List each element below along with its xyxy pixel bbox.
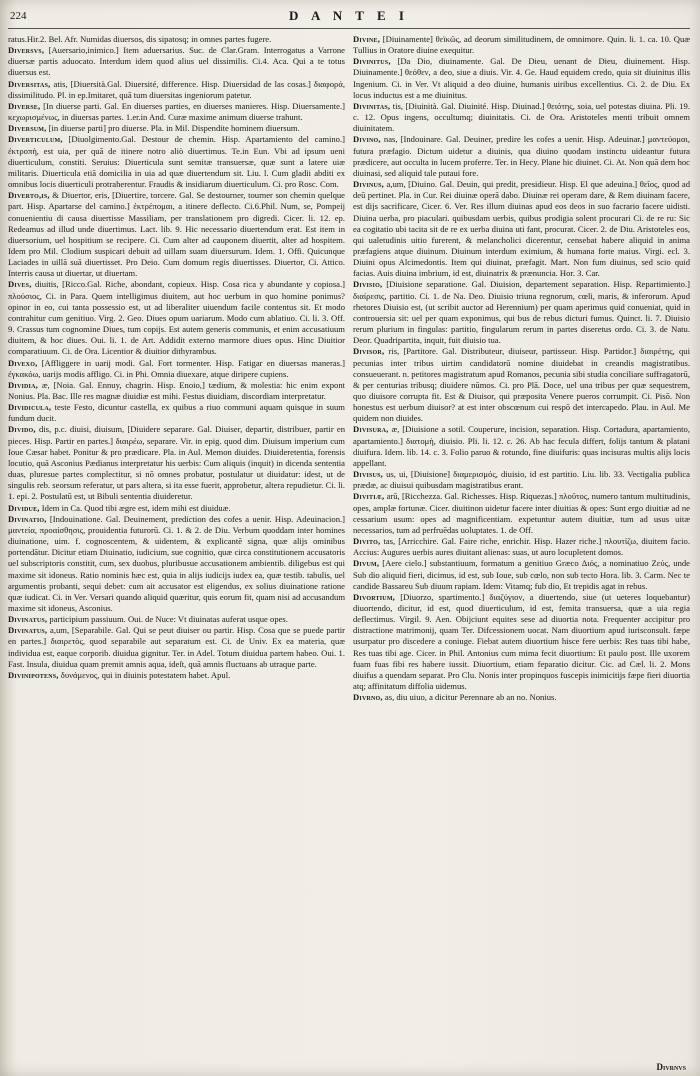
dictionary-entry: [353, 34, 690, 56]
entry-text: nas, [Indouinare. Gal. Deuiner, predire les cofes a uenir. Hisp. Adeuinar.] μαντεύομαι, futura præfagio. Dictum uidetur a diuinis, qua diuino quodam instinctu uideantur futura prædicere, aut occulta in lucem proferre. Ter. in Hecy. Plane hic diuinet. Ci. At. Non quā dem hoc diuinasi, sed aliquid tale putaui fore.: [353, 134, 690, 178]
dictionary-entry: [8, 380, 345, 402]
dictionary-entry: [353, 56, 690, 101]
entry-text: arū, [Ricchezza. Gal. Richesses. Hisp. Riquezas.] πλοῦτος, numero tantum multitudinis, opes, amplæ fortunæ. Cicer. diuitinon uidetur facere inter diuitias & opes: Sunt ergo diuitiæ ad ne cessarium usum: opes ad magnificentiam. expetuntur autem diuitiæ, tum ad usus uitæ necessarios, tum ad perfruēdas uoluptates. 1. de Off.: [353, 491, 690, 535]
entry-text: [Affliggere in uarij modi. Gal. Fort tormenter. Hisp. Fatigar en diuersas maneras.] ἐγκακόω, uarijs modis affligo. Ci. in Phi. Omnia diuexare, atque diripere cupiens.: [8, 357, 345, 379]
entry-headword: Diverticulum,: [8, 134, 63, 145]
entry-text: ratus.Hir.2. Bel. Afr. Numidas diuersos, dis sipatosq; in omnes partes fugere.: [8, 34, 272, 44]
entry-text: Idem in Ca. Quod tibi ægre est, idem mihi est diuiduæ.: [41, 502, 231, 513]
entry-headword: Divine,: [353, 34, 381, 44]
entry-text: tas, [Arricchire. Gal. Faire riche, enrichir. Hisp. Hazer riche.] πλουτίζω, diuitem facio. Accius: Augures uerbis aures diuitant alienas: suas, ut auro locupletent domos.: [353, 536, 690, 558]
entry-headword: Diversvs,: [8, 45, 45, 56]
entry-text: æ, [Diuisione a sotil. Couperure, incision, separation. Hisp. Cortadura, apartamiento, apartamiento.] διατομή, diuisio. Pli. li. 12. c. 26. Ab hac fecula differt, folijs tantum & platani diuifura. Idem. lib. 14. c. 3. Folio paruo & rotundo, fine diuifuris: quas incisuras multis alijs locis appellant.: [353, 424, 690, 468]
entry-headword: Diverse,: [8, 100, 41, 111]
entry-text: as, diu uiuo, a dicitur Perennare ab an no. Nonius.: [384, 692, 557, 703]
dictionary-entry: [353, 346, 690, 424]
dictionary-entry: [353, 491, 690, 536]
entry-headword: Divinipotens,: [8, 669, 59, 680]
entry-headword: Divrno,: [353, 692, 383, 703]
entry-text: δυνάμενος, qui in diuinis potestatem habet. Apul.: [60, 669, 231, 680]
entry-headword: Divinitus,: [353, 56, 391, 67]
entry-text: [Diuolgimento.Gal. Destour de chemin. Hisp. Apartamiento del camino.] ἐκτροπὴ, est uia, per quā de itinere notro aliò diuertimus. Te.in Eun. Vbi ad ipsum ueni diuerticulum, constiti. Seruius: Diuerticula sunt semitæ transuersæ, quæ sunt a latere uiæ militaris. Diuerticula etiā domicilia in uia ad quæ diuertendum sit. Liu. l. Cum gladii abditi ex omnibus locis diuerticuli protraherentur. Fraudis & insidiarum diuerticulum. Ci. pro Rosc. Com.: [8, 134, 345, 190]
entry-headword: Divexo,: [8, 357, 38, 368]
entry-headword: Dividia,: [8, 379, 38, 390]
dictionary-entry: [8, 402, 345, 424]
dictionary-entry: [353, 692, 690, 703]
entry-headword: Dividue,: [8, 502, 40, 513]
catchword: Divrnvs: [656, 1062, 686, 1072]
dictionary-entry: [8, 614, 345, 625]
page-number: 224: [10, 10, 27, 22]
entry-text: [In diuerse parti. Gal. En diuerses parties, en diuerses manieres. Hisp. Diuersamente.] κεχωρισμένως, in diuersas partes. 1.er.in And. Curæ maxime animum diuerse trahunt.: [8, 100, 345, 123]
entry-text: [Auersario,inimico.] Item aduersarius. Suc. de Clar.Gram. Interrogatus a Varrone diuersæ partis aduocato. Interdum idem quod alius uel dissimilis. Ci.4. Aca. Qui a te totus diuersus est.: [8, 45, 345, 78]
entry-text: æ, [Noia. Gal. Ennuy, chagrin. Hisp. Enoio,] tædium, & molestia: hic enim expont Nonius. Pla. Bac. Ille res magnæ diuidiæ est mihi. Festus diuidiam, discordiam interpretatur.: [8, 379, 345, 401]
entry-headword: Diverto,is,: [8, 190, 50, 201]
entry-headword: Divinitas,: [353, 100, 391, 111]
entry-headword: Divisio,: [353, 279, 383, 290]
entry-headword: Dividicula,: [8, 402, 52, 413]
entry-headword: Divido,: [8, 424, 36, 435]
dictionary-entry: [8, 514, 345, 614]
two-column-body: [8, 34, 690, 703]
dictionary-entry: [8, 101, 345, 123]
entry-text: [in diuerse parti] pro diuerse. Pla. in Mil. Dispendite hominem diuersum.: [48, 123, 300, 134]
entry-headword: Divisor,: [353, 346, 385, 357]
entry-text: [Aere cielo.] substantiuum, formatum a genitiuo Græco Διός, a nominatiuo Ζεύς, unde Sub dio aliquid fieri, dicimus, id est, sub Ioue, sub cœlo, non sub tecto Hora. lib. 3. Carm. Nec te candide Bassareu Sub diuum rapiam. Idem: Vitamq; fub dio, Et trepidis agat in rebus.: [353, 558, 690, 591]
entry-text: & Diuertor, eris, [Diuertire, torcere. Gal. Se destourner, tourner son chemin quelque part. Hisp. Apartarse del camino.] ἐκτρέπομαι, a itinere deflecto. Ci.6.Phil. Num, se, Pompeij conuenientiu di causa diuertisse Massiliam, per translationem pro digredi. Cicer. li. 12. ep. Redeamus ad illud unde diuertimus. Lact. lib. 9. Hic necessario diuertendum erat. Est item in diuersorium, uel hospitium se recipere. Ci. Cum alter ad cauponem diuertit, alter ad hospitem. Idem pro Mil. Clodium suspicari debuit ad uillam suam diuersurum. Idem. 1. Offi. Quicunque Laciades in uillā suā diuertisset. Pro Deio. Cum domum regis diuertisses. Diuertor, Ci. Attico. Interris causa ut diuertar, ut diuertam.: [8, 190, 345, 279]
dictionary-entry: [8, 625, 345, 670]
entry-text: a,um, [Separabile. Gal. Qui se peut diuiser ou partir. Hisp. Cosa que se puede partir en partes.] διαιρετὸς, quod separabile aut separatum est. Ci. de Univ. Ex ea materia, quæ individua est, eaque corporib. diuidua gignitur. Ter. in Adel. Totum diuidua partem habeo. Oui. 1. Fast. Insula, diuidua quam premit amnis aqua, ideſt, quā amnis fluctuans ab utraque parte.: [8, 625, 345, 669]
dictionary-entry: [8, 79, 345, 101]
entry-text: us, ui, [Diuisione] διαμερισμός, diuisio, id est partitio. Liu. lib. 33. Vectigalia publica prædæ, ac diuisui quibusdam magistratibus erant.: [353, 469, 690, 491]
dictionary-entry: [8, 34, 345, 45]
entry-text: tis, [Diuinità. Gal. Diuinité. Hisp. Diuinad.] θειότης, soia, uel potestas diuina. Pli. 19. c. 12. Opus ingens, occultumq; diuinitatis. Ci. de Ora. Aristoteles menti tribuit omnem diuinitatem.: [353, 100, 690, 134]
dictionary-entry: [353, 536, 690, 558]
dictionary-entry: [353, 558, 690, 591]
dictionary-entry: [353, 101, 690, 134]
dictionary-entry: [8, 45, 345, 78]
dictionary-entry: [8, 424, 345, 502]
dictionary-entry: [353, 424, 690, 469]
entry-headword: Divitiæ,: [353, 491, 385, 502]
entry-headword: Diversum,: [8, 123, 47, 134]
dictionary-entry: [353, 134, 690, 179]
entry-headword: Divisura,: [353, 424, 389, 435]
right-column: [353, 34, 690, 703]
entry-headword: Divortium,: [353, 591, 396, 602]
entry-text: [Da Dio, diuinamente. Gal. De Dieu, uenant de Dieu, diuinement. Hisp. Diuinamente.] θεόθεν, a deo, siue a diuis. Vir. 4. Ge. Haud equidem credo, quia sit diuinitus illis Ingenium. Ci. in Ver. Vt aliquid a deo diuine, humanis uiribus excellentius. Ci. 2. de Diu. Ex locus inductus est a me diuinitus.: [353, 56, 690, 100]
dictionary-entry: [8, 358, 345, 380]
entry-headword: Divino,: [353, 134, 381, 145]
dictionary-entry: [353, 592, 690, 692]
dictionary-entry: [8, 279, 345, 357]
dictionary-entry: [8, 134, 345, 190]
entry-headword: Divum,: [353, 558, 380, 569]
entry-headword: Diversitas,: [8, 78, 51, 89]
entry-headword: Divisus,: [353, 469, 383, 480]
dictionary-entry: [8, 503, 345, 514]
left-column: [8, 34, 345, 703]
page-header: [8, 6, 690, 29]
entry-text: teste Festo, dicuntur castella, ex quibus a riuo communi aquam quisque in suum fundum ducit.: [8, 402, 345, 424]
entry-text: [Indouinatione. Gal. Deuinement, prediction des cofes a uenir. Hisp. Adeuinacion.] μαντεία, προαίσθησις, prouidentia futurorū. Ci. 1. & 2. de Diu. Verbum quoddam inter homines diuinatione, uim. f. cognoscentem, & uidentem, & explicantē signa, quæ alijs ominibus portendātur. Dicitur etiam Diuinatio, iudicium, sue cognitio, quæ circa constitutionem accusatoris uel subscriptoris constitit, cum, sex duobus, pluribusue accusationem ambientib. diligebus est qui maxime sit idoneus. Ratio nominis hæc est, quia in alijs iudicijs iudex ea, quæ testib. tabulis, uel argumentis probanti, sequi debet: cum ait accusator est eligendus, ex solius diuinatione ratione quæ iudicat. Ci. in Ver. Versari quando aliquid quæritur, quis eorum fit, quam nisi ad accusandum maxime sit idoneus, Asconius.: [8, 513, 345, 613]
dictionary-entry: [8, 123, 345, 134]
entry-headword: Divinatus,: [8, 614, 48, 625]
entry-headword: Divito,: [353, 536, 381, 547]
dictionary-entry: [8, 190, 345, 279]
entry-headword: Divinatus,: [8, 625, 48, 636]
entry-text: [Diuinamente] θεϊκῶς, ad deorum similitudinem, de omnimore. Quin. li. 1. ca. 10. Quæ Tullius in Oratore diuine exequitur.: [353, 34, 690, 56]
entry-text: diuitis, [Ricco.Gal. Riche, abondant, copieux. Hisp. Cosa rica y abundante y copiosa.] πλούσιος, Ci. in Para. Quem intelligimus diuitem, aut hoc uerbum in quo homine ponimus? opinor in eo, cui tanta possessio est, ut ad liberaliter uiuendum facile contentus sit. Et modo contrahitur cum genitiuo. Virg. 2. Geo. Diues opum uariarum. Modo cum ablatiuo. Ci. li. 3. Off. 9. Crassus tum cognomine Diues, tum copijs. Est autem generis communis, et enim accusatiuum diuitem, & hoc diues. Oui. li. 1. de Art. Addidit externo marmore diues opus. Hinc Diuitior comparatiuum. Ci. de Ora. Licentior & diuitior dithyrambus.: [8, 279, 345, 357]
entry-text: participium passiuum. Oui. de Nuce: Vt diuinatas auferat usque opes.: [49, 614, 288, 625]
running-title: D A N T E I: [289, 8, 409, 23]
dictionary-entry: [353, 279, 690, 346]
entry-text: a,um, [Diuino. Gal. Deuin, qui predit, presidieur. Hisp. El que adeuina.] θεῖος, quod ad deū pertinet. Pla. in Cur. Rei diuinæ operā dabo. Diuinæ rei operam dare, & Rem diuinam facere, est dijs sacrificare, Cicer. 6. Ver. Res illum diuinas apud eos deos in suo facrario facere uidisti. Diuina uerba, pro piaculari. quibusdam uerbis, quibus prodigia solent procurari Ci. de re ru: Sic ea cogitatio ubi tacita sit de re ex uerba diuina uti fant, procurat. Cicer. 2. de Diu. Aristoteles eos, qui ualetudinis uitio furerent, & melancholici dicerentur, censebat habere aliquid in anima præfagiens atque diuinum. Diuinum interdum eximium, & humana forte maius. Virgi. ecl. 3. Diuini opus Alcimedontis. Item qui diuinat, præfagit. Mart. Non fum diuinus, sed scio quid facias. Auis diuina imbrium, id est, diuinatrix & prænuncia. Hor. 3. Car.: [353, 179, 690, 279]
dictionary-entry: [8, 670, 345, 681]
entry-headword: Dives,: [8, 279, 32, 290]
entry-text: ris, [Partitore. Gal. Distributeur, diuiseur, partisseur. Hisp. Partidor.] διαιρέτης, qui pecunias inter tribus uirtim candidatorū nomine diuidebat in creandis magistratibus. consueuerant. n. petitores magistratum apud Romanos, pecunia sibi studia conciliare suffragatorū, & per centurias tribusq; diuidere nūmos. Ci. pro Plā. Doce, uel una tribus per quæ sequestrem, quo diuisore corrupta fit. Est & Diuisor, qui præposita Venere pueros corrumpit. Ci. Pisō. Non honestus est uerbum diuisor? at est inter obscœnum cui respō det intercapedo. Plau. in Aul. Me quidem non diuides.: [353, 346, 690, 424]
entry-text: atis, [Diuersità.Gal. Diuersité, difference. Hisp. Diuersidad de las cosas.] διαφορά, dissimilitudo. Pl. in ep.Imitaret, quā tum diuersitas ingeniorum patetur.: [8, 78, 345, 100]
entry-headword: Divinatio,: [8, 513, 47, 524]
dictionary-entry: [353, 179, 690, 279]
entry-text: dis, p.c. diuisi, diuisum, [Diuidere separare. Gal. Diuiser, departir, distribuer, partir en pieces. Hisp. Partir en partes.] διαιρέω, separare. Vir. in epig. quod dim. Diuisum imperium cum Ioue Cæsar habet. Ponitur & pro prædicare. Pla. in Aul. Memon diuides. Diuideretentia, forensis locutio, quā Asconius Pædianus interpretatur his uerbis: Cum aliquis (inquit) in dicenda sententia duas, pluresue partes complectitur, si nō omnes probatur, postulatur ut diuidatur: idest, ut de singulis reb. seorsum referatur, ut pars altera, si ita esse fuerit, approbetur, altera repudietur. Ci. li. 1. epi. 2. Postulatū est, ut Bibuli sententia diuideretur.: [8, 424, 345, 502]
entry-headword: Divinus,: [353, 179, 384, 190]
entry-text: [Diuisione separatione. Gal. Diuision, departement separation. Hisp. Repartimiento.] διαίρεσις, partitio. Ci. 1. de Na. Deo. Diuisio triuna regnorum, cœli, maris, & inferorum. Apud rhetores Diuisio est, (ut scribit auctor ad Herennium) per quam aperimus quid conueniat, quid in controuersia sit: uel per quam exponimus, qui bus de rebus dicturi fumus. Quinct. li. 7. Diuisio rerum plurium in fingulas: partitio, fingularum rerum in partes diseretus ordo. Ci. 3. de Natu. Deor. Quadripartita, inquit, fuit diuisio tua.: [353, 279, 690, 346]
entry-text: [Diuorzo, spartimento.] διαζύγιον, a diuertendo, siue (ut ueteres loquebantur) diuortendo, dicitur, id est, quod diuerticulum, id est, femita transuersa, quæ a uia regia deflectimus. Virgil. 9. Aen. Obijciunt equites sese ad diuortia nota. Frequenter accipitur pro distractione matrimonij, quam Ter. Difcessionem uocat. Nam diuortium apud iurisconsult. fæpe usurpatur pro discedere a coniuge. Fiebat autem diuortium hisce fere uerbis: Res tuas tibi habe, Res tuas tibi age. Cicer. in Phil. Antonius cum mima fecit diuortium: Et paulo post. Ille uxorem fuam fuas fibi res habere iussit. Diuortium, etiam feparatio dicitur. Cic. ad Cæl. li. 2. Mons diuifus a quendam separat. Pro Clu. Nonis inter propinquos fuscepis inimicitijs fæpe fieri diuortia atq; affinitatum diffolia uidemus.: [353, 591, 690, 692]
dictionary-entry: [353, 469, 690, 491]
